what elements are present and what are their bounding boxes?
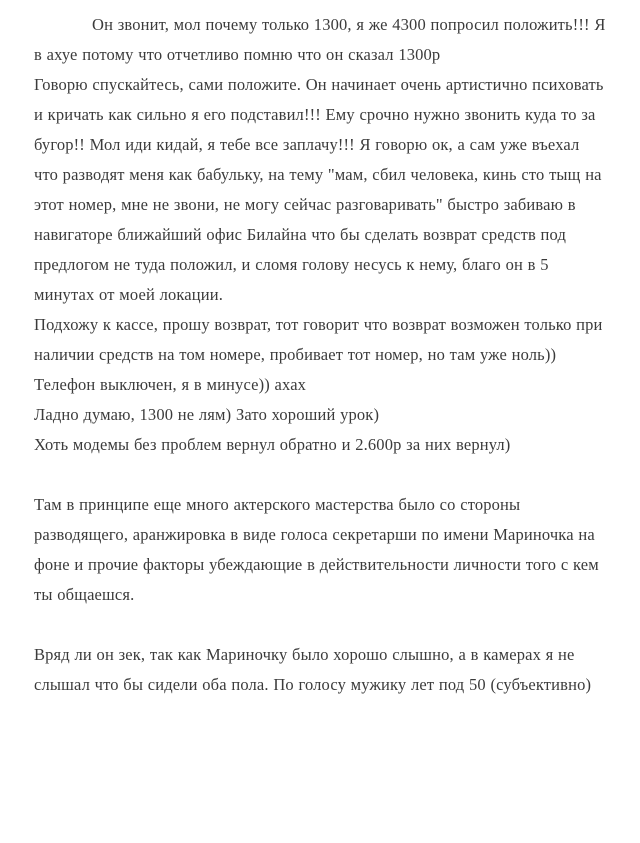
paragraph-2: Говорю спускайтесь, сами положите. Он начинает очень артистично психовать и кричать как сильно я его подставил!!! Ему срочно нужно звонить куда то за бугор!! Мол иди кидай, я тебе все заплачу!!! Я говорю ок, а сам уже въехал что разводят меня как бабульку, на тему "мам, сбил человека, кинь сто тыщ на этот номер, мне не звони, не могу сейчас разговаривать" быстро забиваю в навигаторе ближайший офис Билайна что бы сделать возврат средств под предлогом не туда положил, и сломя голову несусь к нему, благо он в 5 минутах от моей локации. [34,75,604,304]
paragraph-4: Телефон выключен, я в минусе)) ахах [34,375,307,394]
paragraph-spacer-2 [34,610,606,640]
paragraph-1: Он звонит, мол почему только 1300, я же 4300 попросил положить!!! Я в ахуе потому что отчетливо помню что он сказал 1300р [34,15,606,64]
paragraph-7: Там в принципе еще много актерского мастерства было со стороны разводящего, аранжировка в виде голоса секретарши по имени Мариночка на фоне и прочие факторы убеждающие в действительности личности того с кем ты общаешся. [34,495,599,604]
paragraph-8: Вряд ли он зек, так как Мариночку было хорошо слышно, а в камерах я не слышал что бы сидели оба пола. По голосу мужику лет под 50 (субъективно) [34,645,592,694]
paragraph-5: Ладно думаю, 1300 не лям) Зато хороший урок) [34,405,380,424]
paragraph-6: Хоть модемы без проблем вернул обратно и 2.600р за них вернул) [34,435,511,454]
paragraph-spacer-1 [34,460,606,490]
paragraph-3: Подхожу к кассе, прошу возврат, тот говорит что возврат возможен только при наличии средств на том номере, пробивает тот номер, но там уже ноль)) [34,315,603,364]
